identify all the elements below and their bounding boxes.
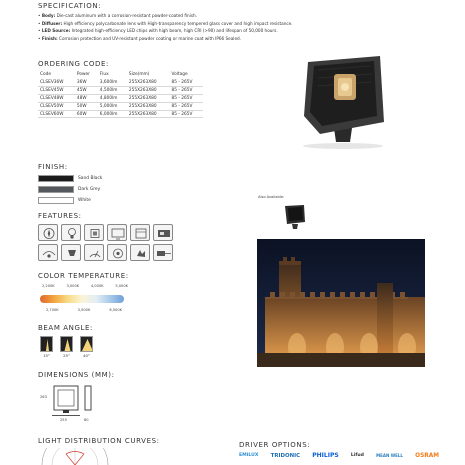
table-cell: CLSEV60W	[38, 110, 75, 118]
table-cell: 85 - 265V	[170, 95, 203, 103]
cct-label: 5,000K	[115, 284, 128, 288]
table-cell: CLSEV50W	[38, 102, 75, 110]
table-cell: 36W	[75, 79, 98, 87]
tridonic-logo: TRIDONIC	[270, 452, 301, 459]
display-icon	[107, 224, 127, 241]
box-icon	[130, 224, 150, 241]
ip-icon	[38, 244, 58, 261]
lamp-icon	[61, 244, 81, 261]
table-header-row	[38, 69, 203, 79]
dimension-width-line	[52, 415, 80, 416]
finish-label: Dark Grey	[78, 187, 101, 192]
table-cell: CLSEV48W	[38, 95, 75, 103]
beam-25-diagram	[60, 336, 73, 352]
table-row	[38, 87, 203, 95]
beam-angle-label: 40°	[83, 353, 90, 358]
dimension-height-label: 263	[40, 395, 47, 399]
driver-options-heading: DRIVER OPTIONS:	[239, 441, 311, 449]
table-row	[38, 95, 203, 103]
cct-label: 3,500K	[77, 308, 91, 312]
features-grid	[38, 224, 173, 261]
castle-night-photo	[257, 239, 425, 367]
driver-brand-row	[239, 452, 439, 459]
beam-angle-label: 25°	[63, 353, 70, 358]
tilt-icon	[84, 244, 104, 261]
table-row	[38, 102, 203, 110]
light-distribution-curve	[40, 448, 110, 465]
ordering-table	[38, 69, 203, 118]
table-cell: 3,600lm	[98, 79, 127, 87]
column-header: Size(mm)	[128, 71, 150, 77]
cct-label: 2,200K	[42, 284, 55, 288]
spec-line: • LED Source: Integrated high-efficiency LED chips with high beam, high CRI (>90) and lifespan of 50,000 hours.	[38, 28, 278, 34]
lumen-icon	[107, 244, 127, 261]
cct-label: 2,700K	[46, 308, 59, 312]
dimension-depth-label: 80	[84, 418, 89, 422]
beam-15-diagram	[40, 336, 53, 352]
spec-line: • Diffuser: High efficiency polycarbonate lens with High-transparency tempered glass cover and high impact resistance.	[38, 20, 293, 26]
emilux-logo: EMILUX	[239, 453, 259, 458]
table-cell: 4,800lm	[98, 95, 127, 103]
chip-icon	[84, 224, 104, 241]
table-row	[38, 110, 203, 118]
beam-angle-label: 15°	[43, 353, 50, 358]
cct-label: 3,000K	[66, 284, 80, 288]
table-cell: 4,500lm	[98, 87, 127, 95]
also-available-label: Also Available:	[258, 195, 285, 199]
beam-angle-heading: BEAM ANGLE:	[38, 324, 94, 332]
dimensions-heading: DIMENSIONS (MM):	[38, 371, 115, 379]
finish-label: Sand Black	[78, 176, 103, 181]
sand-black-swatch	[38, 175, 74, 182]
table-cell: 48W	[75, 95, 98, 103]
table-cell: 6,000lm	[98, 110, 127, 118]
column-header: Power	[76, 71, 90, 77]
spec-line: • Finish: Corrosion protection and UV-resistant powder coating or marine coat with IP66 Sealed.	[38, 35, 242, 41]
specification-list	[38, 12, 293, 42]
hand-icon	[130, 244, 150, 261]
floodlight-product-image	[298, 52, 388, 152]
table-cell: 45W	[75, 87, 98, 95]
dimension-front-view	[52, 384, 80, 414]
table-cell: 255X263X80	[127, 79, 170, 87]
lifud-logo: Lifud	[350, 453, 364, 458]
table-cell: 50W	[75, 102, 98, 110]
finish-label: White	[78, 198, 91, 203]
also-available-product-image	[282, 203, 308, 231]
specification-heading: SPECIFICATION:	[38, 2, 102, 10]
light-distribution-heading: LIGHT DISTRIBUTION CURVES:	[38, 437, 160, 445]
rating-icon	[153, 224, 173, 241]
table-cell: CLSEV45W	[38, 87, 75, 95]
beam-40-diagram	[80, 336, 93, 352]
features-heading: FEATURES:	[38, 212, 82, 220]
finish-heading: FINISH:	[38, 163, 68, 171]
table-cell: 60W	[75, 110, 98, 118]
column-header: Code	[40, 71, 52, 77]
cct-label: 4,000K	[90, 284, 104, 288]
table-cell: 85 - 265V	[170, 87, 203, 95]
table-cell: 255X263X80	[127, 95, 170, 103]
table-cell: 85 - 265V	[170, 102, 203, 110]
table-cell: 5,000lm	[98, 102, 127, 110]
color-temperature-bar	[40, 295, 124, 303]
table-cell: 255X263X80	[127, 87, 170, 95]
color-temperature-top-labels	[42, 284, 128, 288]
dimension-side-view	[84, 384, 92, 414]
column-header: Voltage	[171, 71, 188, 77]
column-header: Flux	[99, 71, 109, 77]
table-cell: CLSEV36W	[38, 79, 75, 87]
table-cell: 85 - 265V	[170, 79, 203, 87]
osram-logo: OSRAM	[415, 452, 439, 459]
spec-line: • Body: Die-cast aluminum with a corrosion-resistant powder-coated finish.	[38, 13, 198, 18]
table-cell: 255X263X80	[127, 102, 170, 110]
color-temperature-heading: COLOR TEMPERATURE:	[38, 272, 129, 280]
table-cell: 255X263X80	[127, 110, 170, 118]
bulb-icon	[61, 224, 81, 241]
dimension-width-label: 255	[60, 418, 67, 422]
ordering-heading: ORDERING CODE:	[38, 60, 109, 68]
table-row	[38, 79, 203, 87]
dark-grey-swatch	[38, 186, 74, 193]
table-cell: 85 - 265V	[170, 110, 203, 118]
meanwell-logo: MEAN WELL	[376, 453, 403, 458]
philips-logo: PHILIPS	[312, 452, 339, 459]
color-temperature-bottom-labels	[46, 308, 122, 312]
white-swatch	[38, 197, 74, 204]
cct-label: 6,500K	[109, 308, 122, 312]
cable-icon	[153, 244, 173, 261]
compass-icon	[38, 224, 58, 241]
